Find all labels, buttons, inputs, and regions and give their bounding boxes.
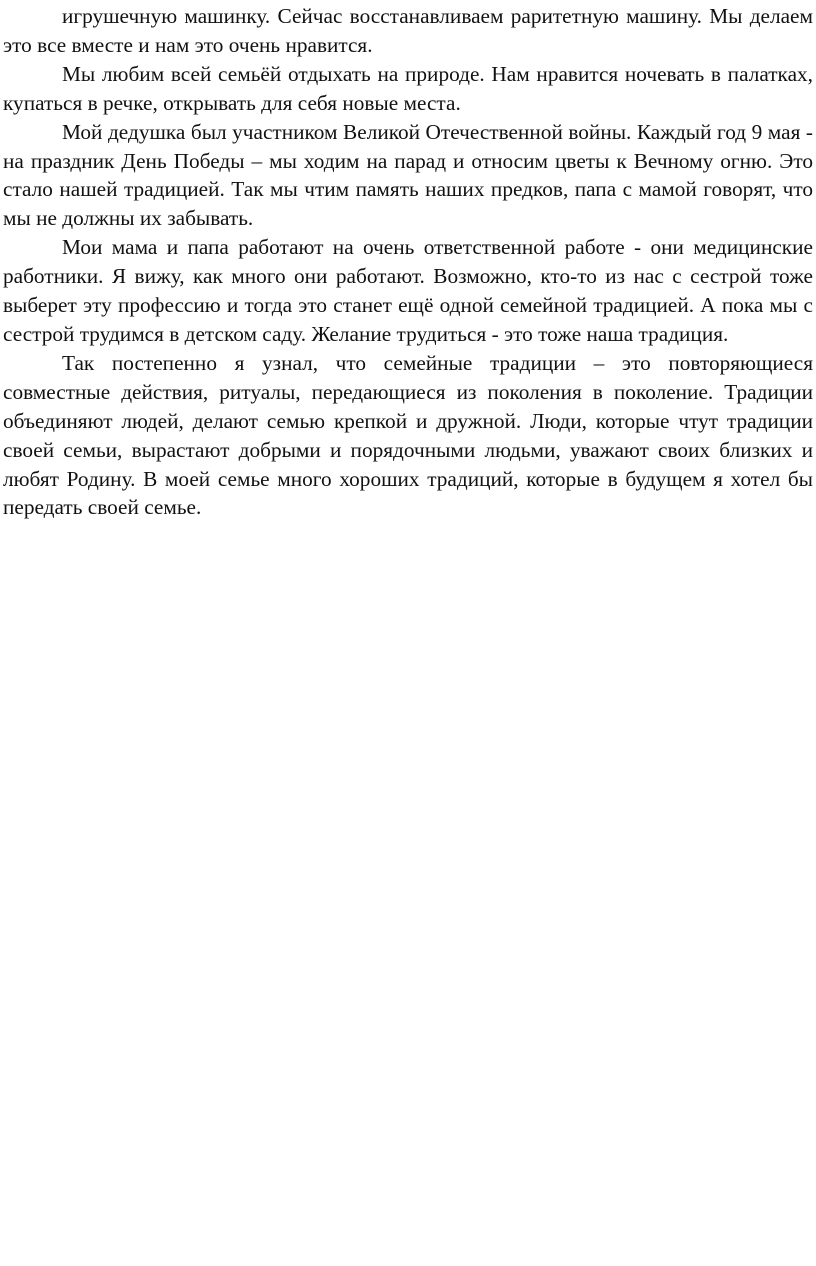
paragraph-conclusion: Так постепенно я узнал, что семейные традиции – это повторяющиеся совместные действия, ритуалы, передающиеся из поколения в поколение. Традиции объединяют людей, делают семью крепкой и дружной. Люди, которые чтут традиции своей семьи, вырастают добрыми и порядочными людьми, уважают своих близких и любят Родину. В моей семье много хороших традиций, которые в будущем я хотел бы передать своей семье. <box>3 350 813 520</box>
paragraph-car-restoration: игрушечную машинку. Сейчас восстанавливаем раритетную машину. Мы делаем это все вместе и нам это очень нравится. <box>3 4 813 57</box>
paragraph-parents-work: Мои мама и папа работают на очень ответственной работе - они медицинские работники. Я вижу, как много они работают. Возможно, кто-то из нас с сестрой тоже выберет эту профессию и тогда это станет ещё одной семейной традицией. А пока мы с сестрой трудимся в детском саду. Желание трудиться - это тоже наша традиция. <box>3 235 813 346</box>
paragraph-victory-day: Мой дедушка был участником Великой Отечественной войны. Каждый год 9 мая - на праздник День Победы – мы ходим на парад и относим цветы к Вечному огню. Это стало нашей традицией. Так мы чтим память наших предков, папа с мамой говорят, что мы не должны их забывать. <box>3 119 813 231</box>
paragraph-nature-trips: Мы любим всей семьёй отдыхать на природе. Нам нравится ночевать в палатках, купаться в речке, открывать для себя новые места. <box>3 61 813 115</box>
document-body <box>3 2 813 522</box>
